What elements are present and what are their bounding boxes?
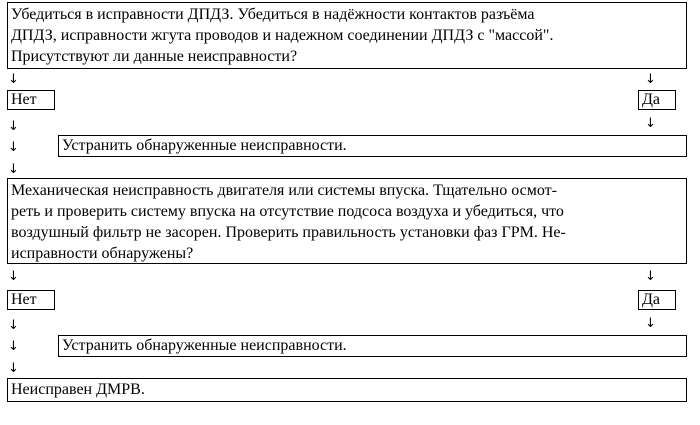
step2-line-4: исправности обнаружены? [11, 245, 194, 262]
step2-no-label: Нет [7, 290, 55, 310]
step2-no-arrow-b: ↓ [8, 339, 19, 354]
step2-line-1: Механическая неисправность двигателя или системы впуска. Тщательно осмот- [11, 182, 557, 199]
step1-question-box [7, 2, 687, 69]
step2-no-arrow-c: ↓ [8, 361, 19, 376]
step1-no-arrow-c: ↓ [8, 162, 19, 177]
step2-line-3: воздушный фильтр не засорен. Проверить правильность установки фаз ГРМ. Не- [11, 224, 566, 241]
step1-fix-text: Устранить обнаруженные неисправности. [62, 137, 347, 154]
step1-line-3: Присутствуют ли данные неисправности? [11, 48, 298, 65]
step1-left-arrow: ↓ [8, 72, 19, 87]
result-box [7, 378, 687, 402]
step1-right-arrow: ↓ [645, 72, 656, 87]
step2-yes-arrow: ↓ [645, 316, 656, 331]
step2-no-arrow-a: ↓ [8, 318, 19, 333]
step1-line-1: Убедиться в исправности ДПДЗ. Убедиться в надёжности контактов разъёма [11, 6, 535, 23]
step2-fix-box [58, 335, 687, 357]
step2-left-arrow: ↓ [8, 269, 19, 284]
step1-fix-box [58, 135, 687, 157]
step2-question-box [7, 178, 687, 264]
step1-no-arrow-b: ↓ [8, 140, 19, 155]
step1-no-arrow-a: ↓ [8, 119, 19, 134]
step1-no-label: Нет [7, 90, 55, 110]
step2-line-2: реть и проверить систему впуска на отсутствие подсоса воздуха и убедиться, что [11, 203, 564, 220]
step2-yes-label: Да [638, 290, 676, 310]
result-text: Неисправен ДМРВ. [11, 381, 145, 398]
step1-line-2: ДПДЗ, исправности жгута проводов и надежном соединении ДПДЗ с "массой". [11, 27, 554, 44]
step2-right-arrow: ↓ [645, 269, 656, 284]
step2-fix-text: Устранить обнаруженные неисправности. [62, 337, 347, 354]
step1-yes-label: Да [638, 90, 676, 110]
step1-yes-arrow: ↓ [645, 116, 656, 131]
